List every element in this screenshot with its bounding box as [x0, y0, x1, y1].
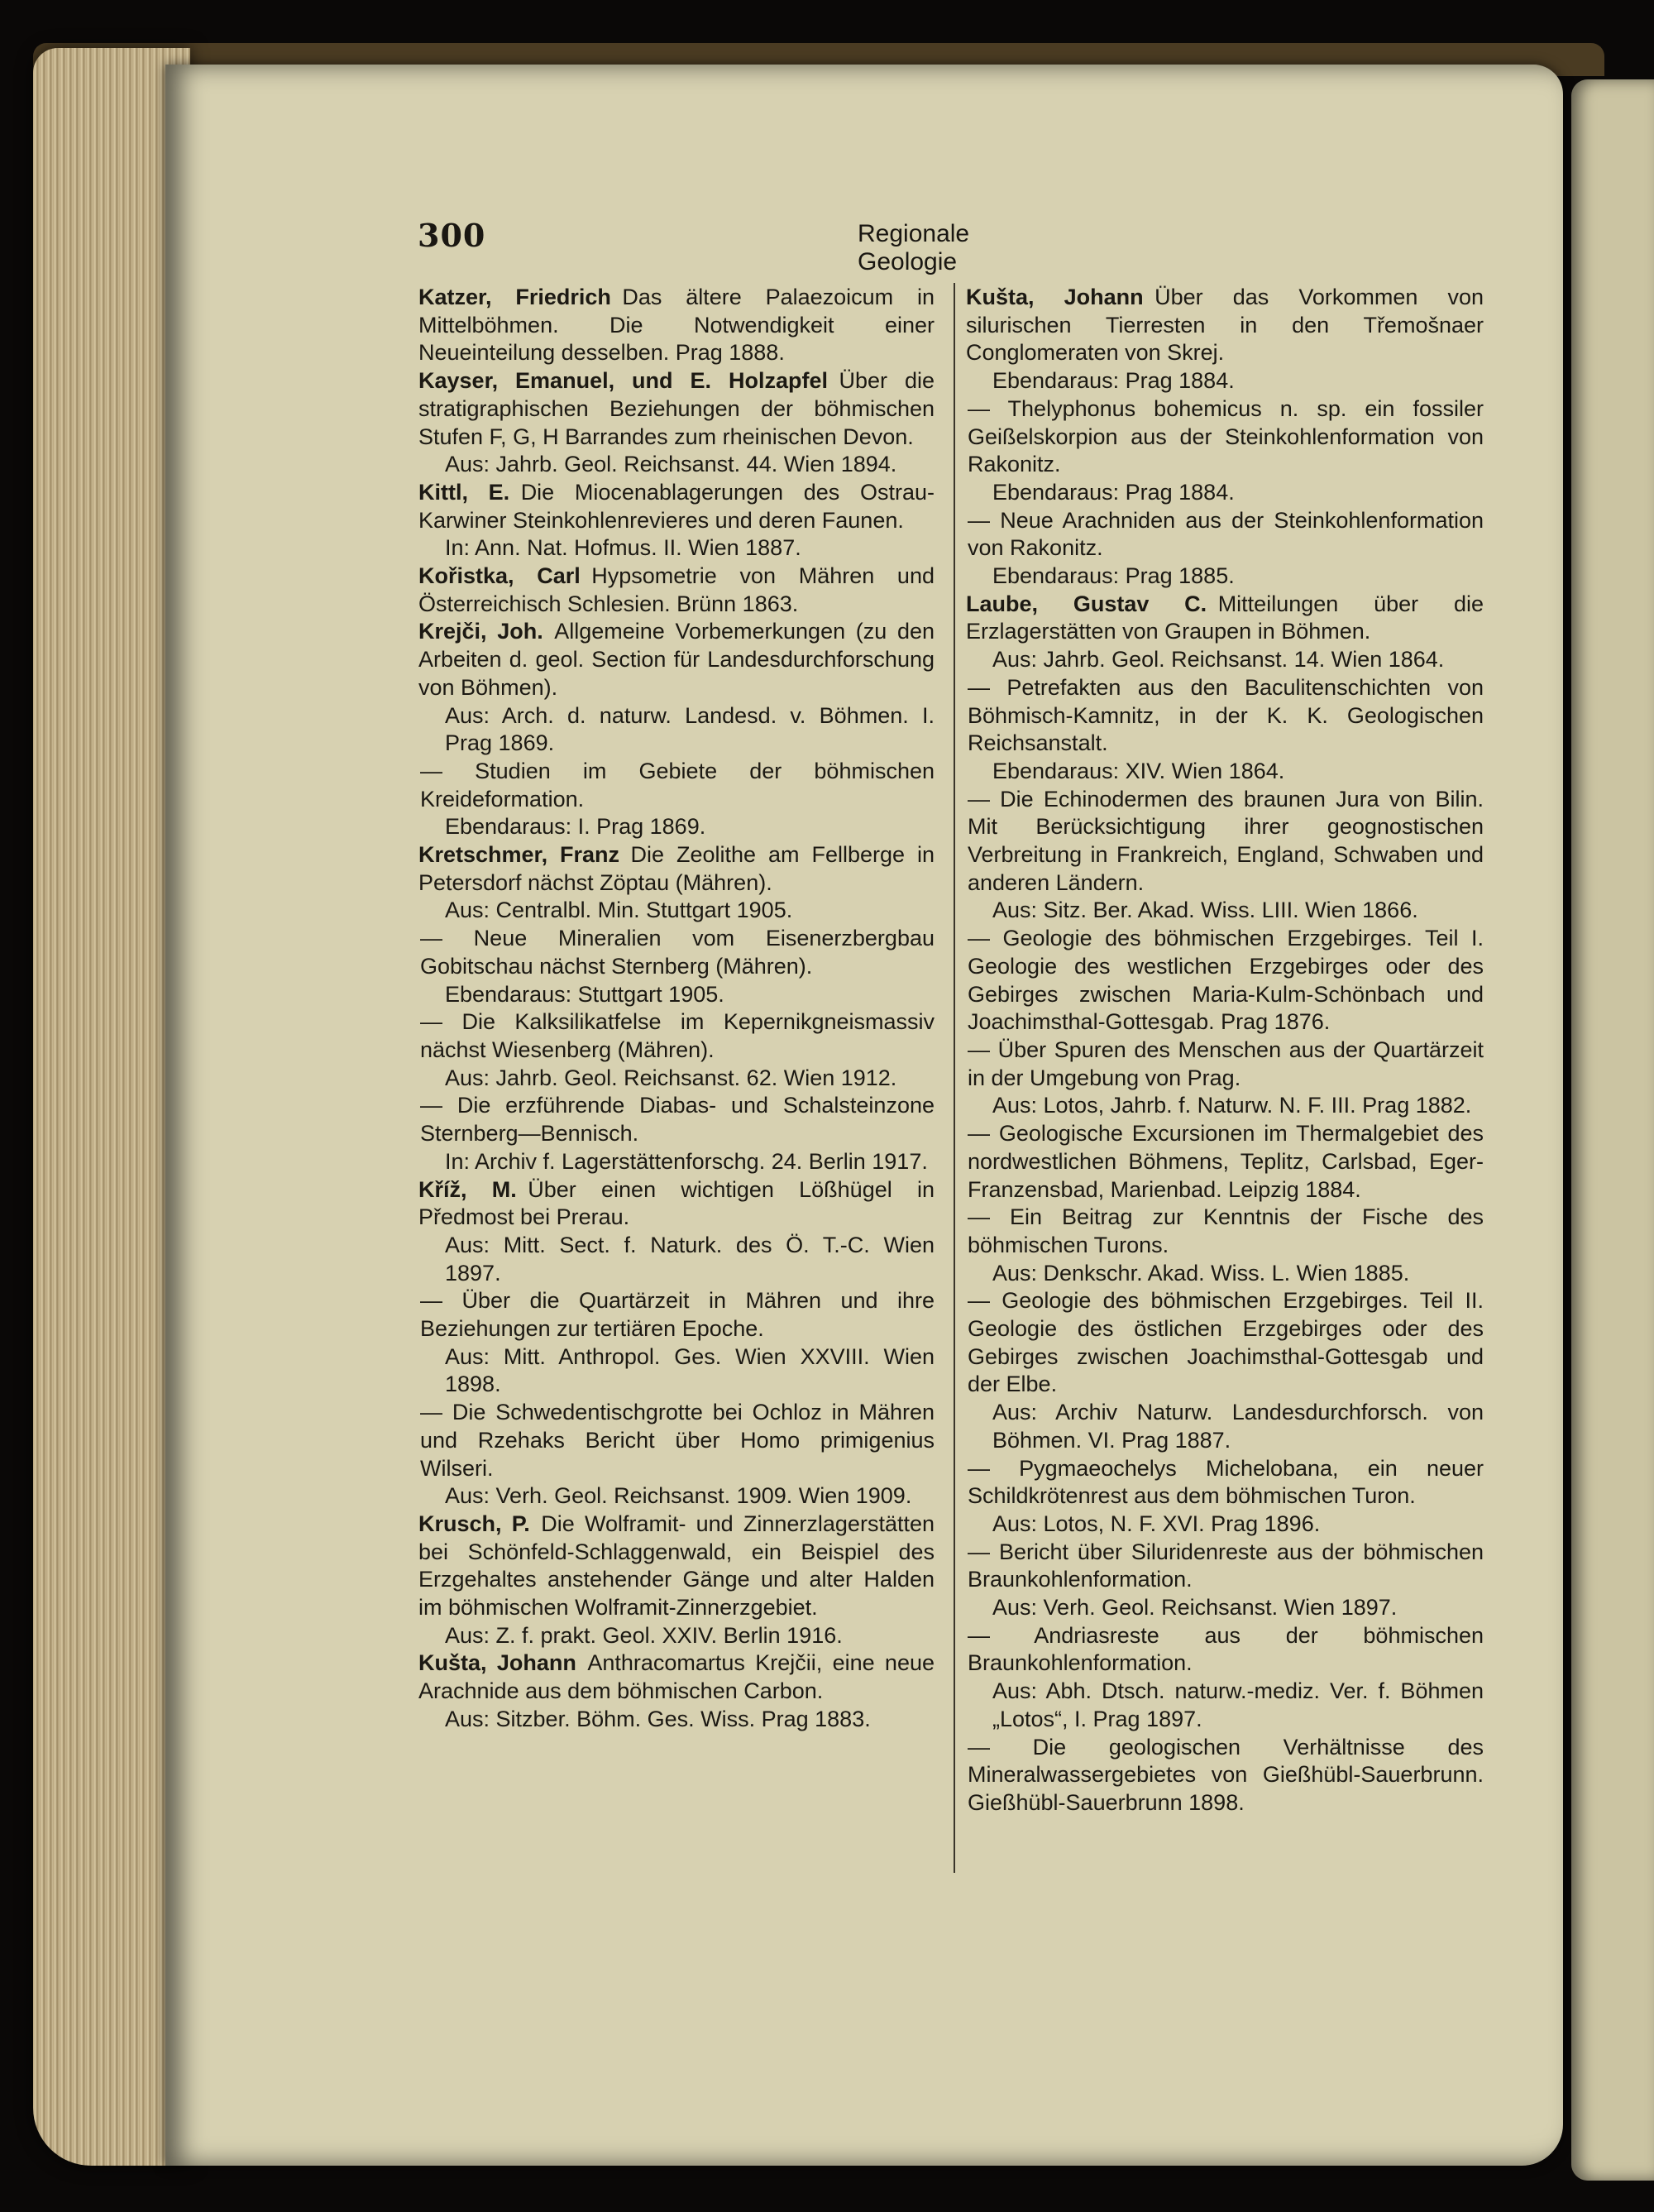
continued-entry: — Die Schwedentischgrotte bei Ochloz in Mähren und Rzehaks Bericht über Homo primigenius Wilseri. — [420, 1400, 935, 1481]
entry-source: Aus: Denkschr. Akad. Wiss. L. Wien 1885. — [992, 1260, 1410, 1286]
entry-source: Ebendaraus: Prag 1884. — [992, 479, 1235, 505]
continued-entry: — Geologie des böhmischen Erzgebirges. Teil II. Geologie des östlichen Erzgebirges oder des Gebirges zwischen Joachimsthal-Gottesgab und der Elbe. — [968, 1288, 1484, 1397]
entry-title: Die Wolframit- und Zinnerzlagerstätten bei Schönfeld-Schlaggenwald, ein Beispiel des Erzgehaltes anstehender Gänge und alter Halden im böhmischen Wolframit-Zinnerzgebiet. — [418, 1511, 935, 1621]
entry-title: Die Zeolithe am Fellberge in Petersdorf nächst Zöptau (Mähren). — [418, 842, 935, 895]
entry-source: Aus: Lotos, Jahrb. f. Naturw. N. F. III. Prag 1882. — [992, 1093, 1472, 1118]
running-head: Regionale Geologie — [858, 220, 970, 275]
entry-source: Aus: Arch. d. naturw. Landesd. v. Böhmen. I. Prag 1869. — [445, 702, 935, 756]
continued-entry: — Geologie des böhmischen Erzgebirges. Teil I. Geologie des westlichen Erzgebirges oder des Gebirges zwischen Maria-Kulm-Schönbach und Joachimsthal-Gottesgab. Prag 1876. — [968, 926, 1484, 1035]
entry-source: Aus: Lotos, N. F. XVI. Prag 1896. — [992, 1511, 1321, 1536]
bibliography-entry — [418, 284, 935, 367]
continued-entry: — Die erzführende Diabas- und Schalsteinzone Sternberg—Bennisch. — [420, 1093, 935, 1147]
entry-source: Aus: Mitt. Sect. f. Naturk. des Ö. T.-C. Wien 1897. — [445, 1232, 935, 1286]
entry-author: Laube, Gustav C. — [966, 591, 1207, 616]
entry-source: Aus: Sitz. Ber. Akad. Wiss. LIII. Wien 1866. — [992, 898, 1418, 923]
bibliography-entry — [418, 1511, 935, 1622]
entry-source: Ebendaraus: I. Prag 1869. — [445, 814, 706, 840]
entry-source: In: Ann. Nat. Hofmus. II. Wien 1887. — [445, 535, 801, 561]
entry-source: Ebendaraus: Stuttgart 1905. — [445, 981, 724, 1007]
entry-author: Kittl, E. — [418, 479, 510, 505]
adjacent-page-edge — [1571, 79, 1654, 2181]
continued-entry: — Bericht über Siluridenreste aus der böhmischen Braunkohlenformation. — [968, 1539, 1484, 1592]
bibliography-entry — [966, 284, 1484, 367]
left-column — [420, 284, 935, 1734]
entry-author: Kříž, M. — [418, 1176, 517, 1202]
entry-title: Die Miocenablagerungen des Ostrau-Karwiner Steinkohlenrevieres und deren Faunen. — [418, 479, 935, 533]
continued-entry: — Die Kalksilikatfelse im Kepernikgneismassiv nächst Wiesenberg (Mähren). — [420, 1009, 935, 1062]
continued-entry: — Über die Quartärzeit in Mähren und ihre Beziehungen zur tertiären Epoche. — [420, 1288, 935, 1342]
entry-author: Krusch, P. — [418, 1511, 530, 1536]
entry-source: In: Archiv f. Lagerstättenforschg. 24. Berlin 1917. — [445, 1148, 928, 1174]
continued-entry: — Neue Mineralien vom Eisenerzbergbau Gobitschau nächst Sternberg (Mähren). — [420, 926, 935, 979]
continued-entry: — Studien im Gebiete der böhmischen Kreideformation. — [420, 758, 935, 812]
entry-source: Aus: Jahrb. Geol. Reichsanst. 44. Wien 1894. — [445, 452, 897, 477]
continued-entry: — Die Echinodermen des braunen Jura von Bilin. Mit Berücksichtigung ihrer geognostischen Verbreitung in Frankreich, England, Schwaben und anderen Ländern. — [968, 786, 1484, 895]
entry-title: Anthracomartus Krejčii, eine neue Arachnide aus dem böhmischen Carbon. — [418, 1650, 935, 1704]
entry-source: Aus: Abh. Dtsch. naturw.-mediz. Ver. f. Böhmen „Lotos“, I. Prag 1897. — [992, 1678, 1484, 1731]
entry-author: Kayser, Emanuel, und E. Holzapfel — [418, 368, 828, 394]
entry-source: Aus: Z. f. prakt. Geol. XXIV. Berlin 1916. — [445, 1622, 843, 1648]
entry-author: Kořistka, Carl — [418, 563, 581, 589]
entry-title: Über die stratigraphischen Beziehungen der böhmischen Stufen F, G, H Barrandes zum rheinischen Devon. — [418, 368, 935, 449]
entry-source: Ebendaraus: Prag 1885. — [992, 563, 1235, 589]
entry-source: Aus: Verh. Geol. Reichsanst. Wien 1897. — [992, 1595, 1398, 1621]
entry-source: Ebendaraus: Prag 1884. — [992, 368, 1235, 394]
entry-title: Mitteilungen über die Erzlagerstätten von Graupen in Böhmen. — [966, 591, 1484, 644]
entry-source: Aus: Sitzber. Böhm. Ges. Wiss. Prag 1883. — [445, 1706, 871, 1731]
bibliography-entry — [418, 563, 935, 618]
continued-entry: — Die geologischen Verhältnisse des Mineralwassergebietes von Gießhübl-Sauerbrunn. Gießhübl-Sauerbrunn 1898. — [968, 1734, 1484, 1815]
entry-author: Kretschmer, Franz — [418, 842, 620, 868]
bibliography-entry — [418, 479, 935, 534]
continued-entry: — Ein Beitrag zur Kenntnis der Fische des böhmischen Turons. — [968, 1204, 1484, 1257]
entry-title: Hypsometrie von Mähren und Österreichisch Schlesien. Brünn 1863. — [418, 563, 935, 616]
continued-entry: — Neue Arachniden aus der Steinkohlenformation von Rakonitz. — [968, 507, 1484, 561]
continued-entry: — Geologische Excursionen im Thermalgebiet des nordwestlichen Böhmens, Teplitz, Carlsbad, Eger-Franzensbad, Marienbad. Leipzig 1884. — [968, 1121, 1484, 1202]
entry-source: Ebendaraus: XIV. Wien 1864. — [992, 758, 1285, 783]
continued-entry: — Petrefakten aus den Baculitenschichten von Böhmisch-Kamnitz, in der K. K. Geologischen Reichsanstalt. — [968, 674, 1484, 756]
entry-title: Über einen wichtigen Lößhügel in Předmost bei Prerau. — [418, 1176, 935, 1230]
bibliography-entry — [418, 367, 935, 451]
continued-entry: — Pygmaeochelys Michelobana, ein neuer Schildkrötenrest aus dem böhmischen Turon. — [968, 1455, 1484, 1509]
entry-author: Katzer, Friedrich — [418, 285, 611, 309]
page-header — [418, 217, 1068, 275]
entry-source: Aus: Verh. Geol. Reichsanst. 1909. Wien 1909. — [445, 1483, 912, 1509]
continued-entry: — Thelyphonus bohemicus n. sp. ein fossiler Geißelskorpion aus der Steinkohlenformation von Rakonitz. — [968, 395, 1484, 477]
entry-title: Über das Vorkommen von silurischen Tierresten in den Třemošnaer Conglomeraten von Skrej. — [966, 285, 1484, 366]
entry-title: Das ältere Palaezoicum in Mittelböhmen. Die Notwendigkeit einer Neueinteilung desselben. Prag 1888. — [418, 285, 935, 366]
bibliography-entry — [418, 1176, 935, 1232]
entry-author: Krejči, Joh. — [418, 619, 543, 644]
entry-source: Aus: Centralbl. Min. Stuttgart 1905. — [445, 898, 793, 923]
entry-author: Kušta, Johann — [418, 1650, 576, 1676]
entry-source: Aus: Archiv Naturw. Landesdurchforsch. von Böhmen. VI. Prag 1887. — [992, 1400, 1484, 1453]
bibliography-entry — [418, 1649, 935, 1705]
bibliography-entry — [966, 591, 1484, 646]
entry-source: Aus: Jahrb. Geol. Reichsanst. 62. Wien 1912. — [445, 1065, 897, 1090]
right-column — [968, 284, 1484, 1817]
page-number: 300 — [418, 217, 486, 254]
continued-entry: — Über Spuren des Menschen aus der Quartärzeit in der Umgebung von Prag. — [968, 1037, 1484, 1090]
column-divider — [954, 283, 955, 1873]
bibliography-entry — [418, 618, 935, 701]
entry-title: Allgemeine Vorbemerkungen (zu den Arbeiten d. geol. Section für Landesdurchforschung von Böhmen). — [418, 619, 935, 700]
entry-author: Kušta, Johann — [966, 285, 1144, 309]
entry-source: Aus: Mitt. Anthropol. Ges. Wien XXVIII. Wien 1898. — [445, 1343, 935, 1397]
bibliography-entry — [418, 841, 935, 897]
continued-entry: — Andriasreste aus der böhmischen Braunkohlenformation. — [968, 1622, 1484, 1676]
entry-source: Aus: Jahrb. Geol. Reichsanst. 14. Wien 1864. — [992, 647, 1445, 673]
